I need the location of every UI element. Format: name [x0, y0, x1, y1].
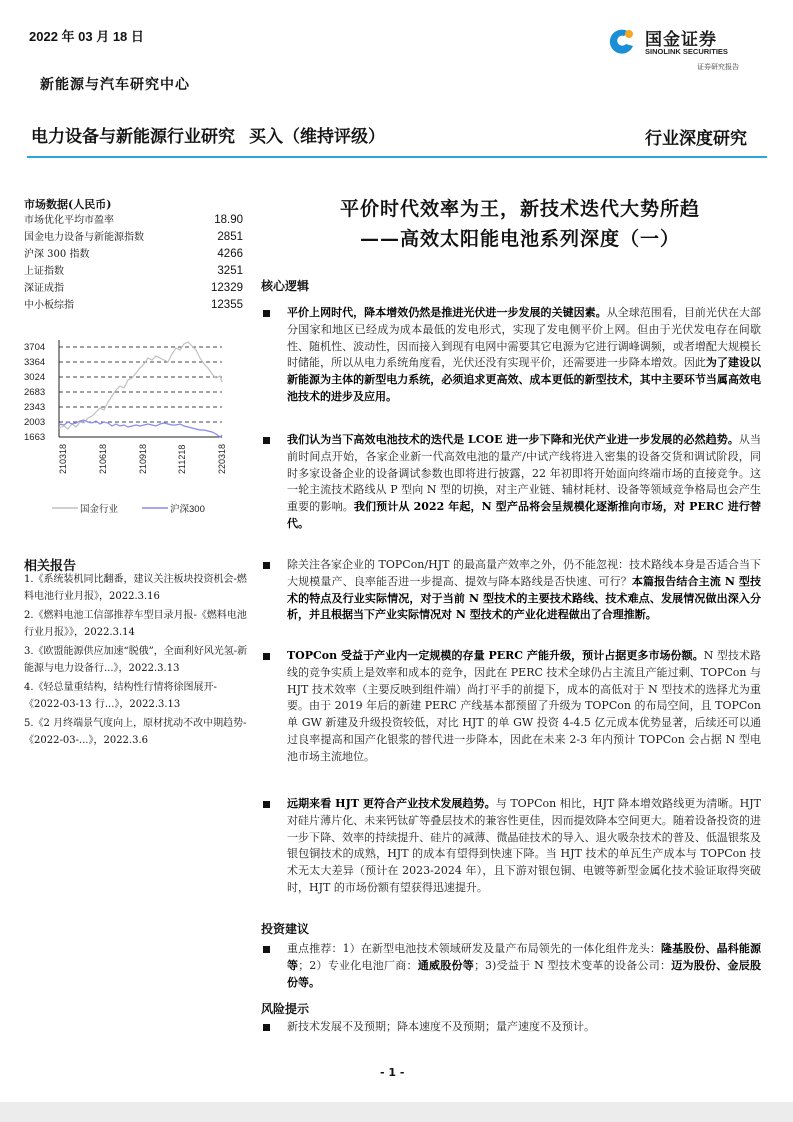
title-line-1: 平价时代效率为王，新技术迭代大势所趋: [339, 198, 700, 220]
bullet-lead: TOPCon 受益于产业内一定规模的存量 PERC 产能升级，预计占据更多市场份额。: [287, 649, 704, 662]
bullet-text: 从当前时间点开始，各家企业新一代高效电池的量产/中试产线将进入密集的设备交货和调试阶段，同时多家设备企业的设备调试参数也即将进行披露，22 年初即将开始面向终端市场的直接竞争。这一轮主流技术路线从 P 型向 N 型的切换，对主产业链、辅材耗材、设备等领域竞争格局也会产生重要的影响。: [287, 433, 761, 514]
industry-name: 电力设备与新能源行业研究: [31, 127, 235, 147]
line-chart: [16, 338, 246, 528]
core-logic-heading: 核心逻辑: [261, 279, 310, 293]
core-logic-bullet: [261, 796, 761, 897]
invest-text: 重点推荐：1）在新型电池技术领域研发及量产布局领先的一体化组件龙头：: [287, 942, 662, 955]
research-center: 新能源与汽车研究中心: [40, 77, 190, 93]
related-report-link[interactable]: 4.《轻总量重结构，结构性行情将徐图展开-《2022-03-13 行...》，2022.3.13: [24, 682, 217, 710]
title-line-2: ——高效太阳能电池系列深度（一）: [359, 228, 680, 250]
market-data-table: [24, 212, 243, 314]
related-reports-title: 相关报告: [24, 559, 77, 574]
page-bottom-band: [0, 1102, 793, 1122]
bullet-text: 与 TOPCon 相比，HJT 降本增效路线更为清晰。HJT 对硅片薄片化、未来钙钛矿等叠层技术的兼容性更佳，因而提效降本空间更大。随着设备投资的进一步下降、效率的持续提升、硅片的减薄、微晶硅技术的导入、退火吸杂技术的普及、低温银浆及银包铜技术的成熟，HJT 的成本有望得到快速下降。当 HJT 技术的单瓦生产成本与 TOPCon 技术无太大差异（预计在 2023-2024 年），且下游对银包铜、电镀等新型金属化技术验证取得突破时，HJT 的市场份额有望获得迅速提升。: [287, 797, 761, 894]
legend-label-industry: 国金行业: [80, 504, 119, 515]
rating-badge: 买入（维持评级）: [249, 127, 385, 147]
logo-subtitle: 证券研究报告: [697, 63, 739, 71]
risk-text: 新技术发展不及预期；降本速度不及预期；量产速度不及预计。: [287, 1020, 595, 1033]
sinolink-logo-icon: [607, 26, 637, 56]
invest-pick: 隆基股份、晶科能源等: [287, 942, 761, 972]
row-value: 18.90: [214, 214, 243, 226]
row-label: 深证成指: [24, 283, 64, 294]
invest-text: ；3)受益于 N 型技术变革的设备公司：: [474, 958, 672, 972]
svg-text:2683: 2683: [24, 387, 46, 398]
bullet-emphasis: 本篇报告结合主流 N 型技术的特点及行业实际情况，对于当前 N 型技术的主要技术路线、技术难点、发展情况做出深入分析，并且根据当下产业实际情况对 N 型技术的产业化进程做出了合理推断。: [287, 574, 762, 622]
svg-text:2343: 2343: [24, 402, 46, 413]
bullet-text: 除关注各家企业的 TOPCon/HJT 的最高量产效率之外，仍不能忽视：技术路线本身是否适合当下大规模量产、良率能否进一步提高、提效与降本路线是否快速、可行？: [287, 558, 761, 588]
svg-text:3024: 3024: [24, 372, 46, 383]
bullet-emphasis: 我们预计从 2022 年起，N 型产品将会呈规模化逐渐推向市场，对 PERC 进行替代。: [287, 500, 761, 530]
bullet-square-icon: [263, 1024, 270, 1031]
company-logo: [604, 22, 764, 76]
page-number: - 1 -: [380, 1066, 405, 1079]
market-data-row: [24, 263, 243, 280]
svg-text:3704: 3704: [24, 342, 46, 353]
svg-text:210918: 210918: [138, 443, 148, 474]
row-label: 上证指数: [24, 266, 64, 277]
svg-text:210318: 210318: [58, 443, 68, 474]
logo-en: SINOLINK SECURITIES: [645, 47, 728, 56]
market-data-row: [24, 212, 243, 229]
invest-pick: 通威股份等: [417, 958, 475, 972]
row-value: 12355: [211, 299, 243, 311]
bullet-square-icon: [263, 310, 270, 317]
market-data-row: [24, 246, 243, 263]
investment-advice-bullet: [261, 941, 761, 991]
risk-bullet: [261, 1019, 761, 1036]
x-axis-ticks: [58, 444, 227, 474]
bullet-text: 从全球范围看，目前光伏在大部分国家和地区已经成为成本最低的发电形式，实现了发电侧平价上网。但由于光伏发电存在间歇性、随机性、波动性，因而接入到现有电网中需要其它电源为它进行调峰调频，或者增配大规模长时储能，所以从电力系统角度看，光伏还没有实现平价，还需要进一步降本增效。因此: [287, 306, 762, 370]
svg-text:2003: 2003: [24, 417, 46, 428]
series-industry-line: [59, 342, 222, 429]
industry-title: [31, 122, 385, 147]
bullet-lead: 远期来看 HJT 更符合产业技术发展趋势。: [287, 797, 496, 810]
related-report-link[interactable]: 1.《系统装机同比翻番，建议关注板块投资机会-燃料电池行业月报》，2022.3.16: [24, 574, 247, 602]
bullet-square-icon: [263, 653, 270, 660]
report-title: [260, 194, 780, 254]
row-label: 中小板综指: [24, 300, 74, 311]
row-value: 3251: [217, 265, 243, 277]
invest-text: ；2）专业化电池厂商：: [298, 958, 418, 972]
chart-legend: [52, 503, 205, 515]
core-logic-bullet: [261, 648, 761, 766]
related-report-link[interactable]: 5.《2 月终端景气度向上，原材扰动不改中期趋势-《2022-03-...》，2022.3.6: [24, 718, 247, 746]
document-type: 行业深度研究: [645, 129, 747, 149]
investment-advice-heading: 投资建议: [261, 922, 310, 936]
related-reports-list: [24, 572, 254, 752]
svg-text:3364: 3364: [24, 357, 46, 368]
bullet-square-icon: [263, 562, 270, 569]
market-data-row: [24, 280, 243, 297]
row-label: 沪深 300 指数: [24, 249, 90, 260]
bullet-square-icon: [263, 946, 270, 953]
risk-heading: 风险提示: [261, 1002, 310, 1016]
bullet-lead: 我们认为当下高效电池技术的迭代是 LCOE 进一步下降和光伏产业进一步发展的必然趋势。: [287, 433, 739, 446]
market-data-title: 市场数据(人民币): [24, 198, 112, 211]
logo-cn: 国金证券: [645, 30, 717, 50]
core-logic-bullet: [261, 557, 761, 624]
header-divider: [27, 156, 767, 158]
row-value: 12329: [211, 282, 243, 294]
y-axis-ticks: [24, 342, 45, 443]
row-label: 国金电力设备与新能源指数: [24, 232, 144, 243]
related-report-link[interactable]: 3.《欧盟能源供应加速“脱俄”，全面利好风光氢-新能源与电力设备行...》，2022.3.13: [24, 646, 248, 674]
core-logic-bullet: [261, 432, 761, 533]
svg-text:211218: 211218: [177, 444, 187, 474]
related-report-link[interactable]: 2.《燃料电池工信部推荐车型目录月报-《燃料电池行业月报》》，2022.3.14: [24, 610, 247, 638]
index-performance-chart: [16, 338, 246, 528]
market-data-row: [24, 229, 243, 246]
row-label: 市场优化平均市盈率: [24, 215, 114, 226]
bullet-square-icon: [263, 437, 270, 444]
bullet-text: N 型技术路线的竞争实质上是效率和成本的竞争，因此在 PERC 技术全球仍占主流且产能过剩、TOPCon 与 HJT 技术效率（主要反映到组件端）尚打平手的前提下，成本的高低对于 N 型技术的选择尤为重要。由于 2019 年后的新建 PERC 产线基本都预留了升级为 TOPCon 的布局空间，且 TOPCon 单 GW 新建及升级投资较低，对比 HJT 的单 GW 投资 4-4.5 亿元成本优势显著，后续还可以通过良率提高和国产化银浆的替代进一步降本，因此在未来 2-3 年内预计 TOPCon 会占据 N 型电池市场主流地位。: [287, 649, 761, 763]
invest-pick: 迈为股份、金辰股份等。: [287, 958, 762, 989]
market-data-row: [24, 297, 243, 314]
legend-label-csi300: 沪深300: [170, 504, 205, 515]
svg-text:1663: 1663: [24, 432, 46, 443]
svg-text:210618: 210618: [98, 443, 108, 474]
bullet-lead: 平价上网时代，降本增效仍然是推进光伏进一步发展的关键因素。: [287, 306, 607, 319]
bullet-square-icon: [263, 801, 270, 808]
row-value: 2851: [217, 231, 243, 243]
bullet-emphasis: 为了建设以新能源为主体的新型电力系统，必须追求更高效、成本更低的新型技术，其中主要环节当属高效电池技术的进步及应用。: [287, 356, 762, 403]
row-value: 4266: [217, 248, 243, 260]
svg-text:220318: 220318: [217, 443, 227, 474]
report-date: 2022 年 03 月 18 日: [29, 29, 144, 44]
grid-lines: [59, 347, 222, 422]
core-logic-bullet: [261, 305, 761, 406]
